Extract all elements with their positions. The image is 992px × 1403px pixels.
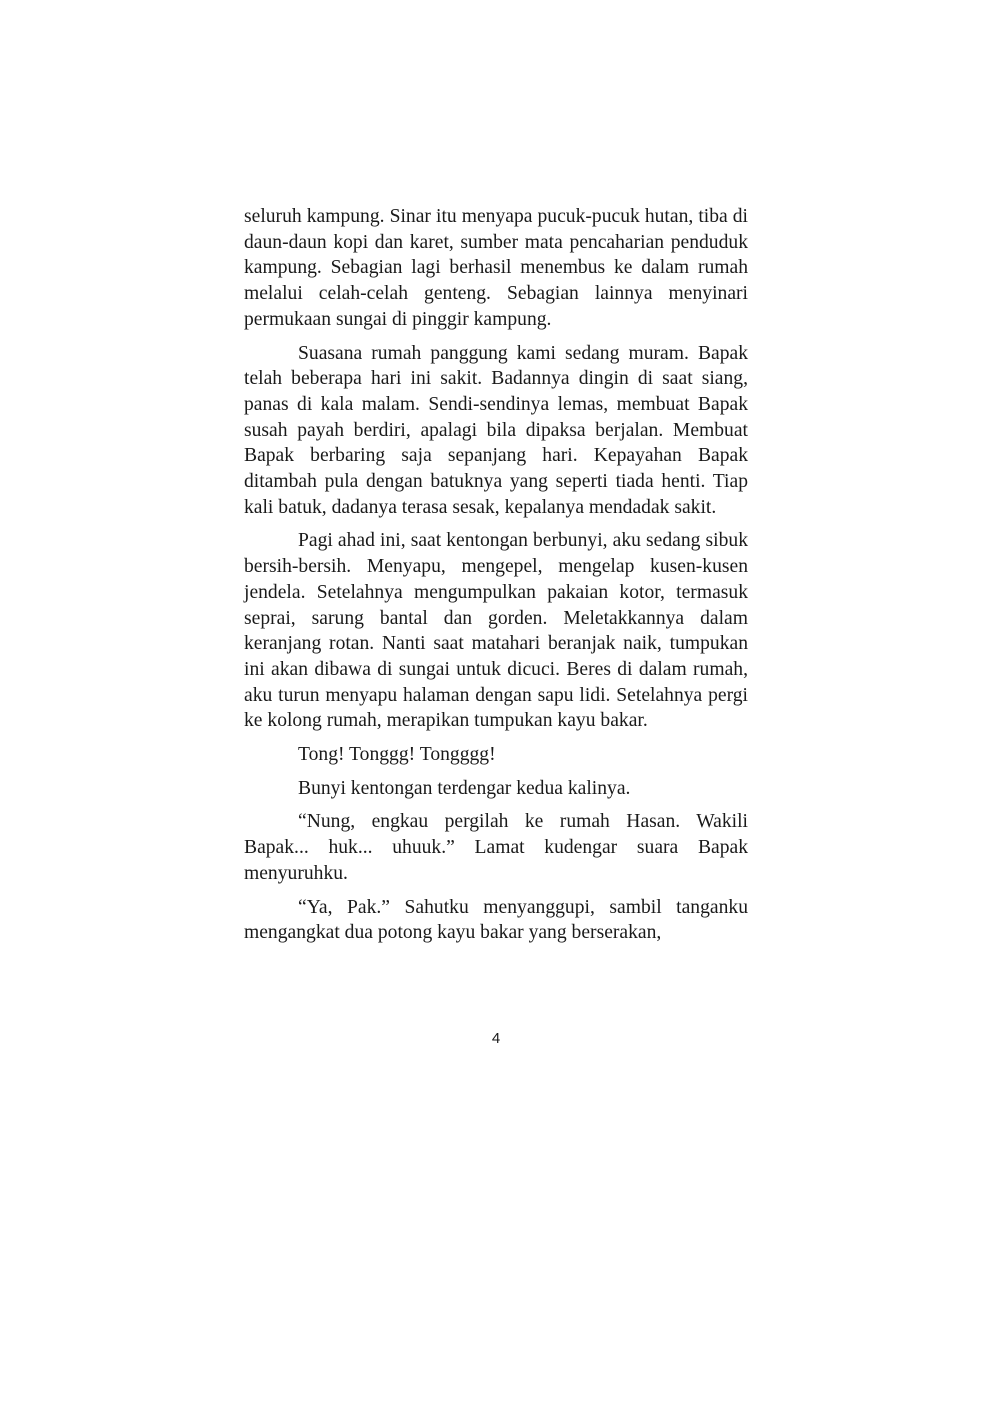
paragraph-4: Tong! Tonggg! Tongggg!: [298, 744, 496, 766]
paragraph-1: seluruh kampung. Sinar itu menyapa pucuk-pucuk hutan, tiba di daun-daun kopi dan karet, sumber mata pencaharian penduduk kampung. Sebagian lagi berhasil menembus ke dalam rumah melalui celah-celah genteng. Sebagian lainnya menyinari permukaan sungai di pinggir kampung.: [244, 206, 748, 330]
paragraph-3: Pagi ahad ini, saat kentongan berbunyi, aku sedang sibuk bersih-bersih. Menyapu, mengepel, mengelap kusen-kusen jendela. Setelahnya mengumpulkan pakaian kotor, termasuk seprai, sarung bantal dan gorden. Meletakkannya dalam keranjang rotan. Nanti saat matahari beranjak naik, tumpukan ini akan dibawa di sungai untuk dicuci. Beres di dalam rumah, aku turun menyapu halaman dengan sapu lidi. Setelahnya pergi ke kolong rumah, merapikan tumpukan kayu bakar.: [244, 530, 748, 732]
paragraph-7: “Ya, Pak.” Sahutku menyanggupi, sambil tanganku mengangkat dua potong kayu bakar yang berserakan,: [244, 896, 748, 944]
paragraph-6: “Nung, engkau pergilah ke rumah Hasan. Wakili Bapak... huk... uhuuk.” Lamat kudengar suara Bapak menyuruhku.: [244, 811, 748, 884]
body-text: [244, 204, 748, 954]
paragraph-5: Bunyi kentongan terdengar kedua kalinya.: [298, 777, 631, 799]
page-number: 4: [491, 1030, 501, 1047]
paragraph-2: Suasana rumah panggung kami sedang muram. Bapak telah beberapa hari ini sakit. Badannya dingin di saat siang, panas di kala malam. Sendi-sendinya lemas, membuat Bapak susah payah berdiri, apalagi bila dipaksa berjalan. Membuat Bapak berbaring saja sepanjang hari. Kepayahan Bapak ditambah pula dengan batuknya yang seperti tiada henti. Tiap kali batuk, dadanya terasa sesak, kepalanya mendadak sakit.: [244, 342, 748, 518]
